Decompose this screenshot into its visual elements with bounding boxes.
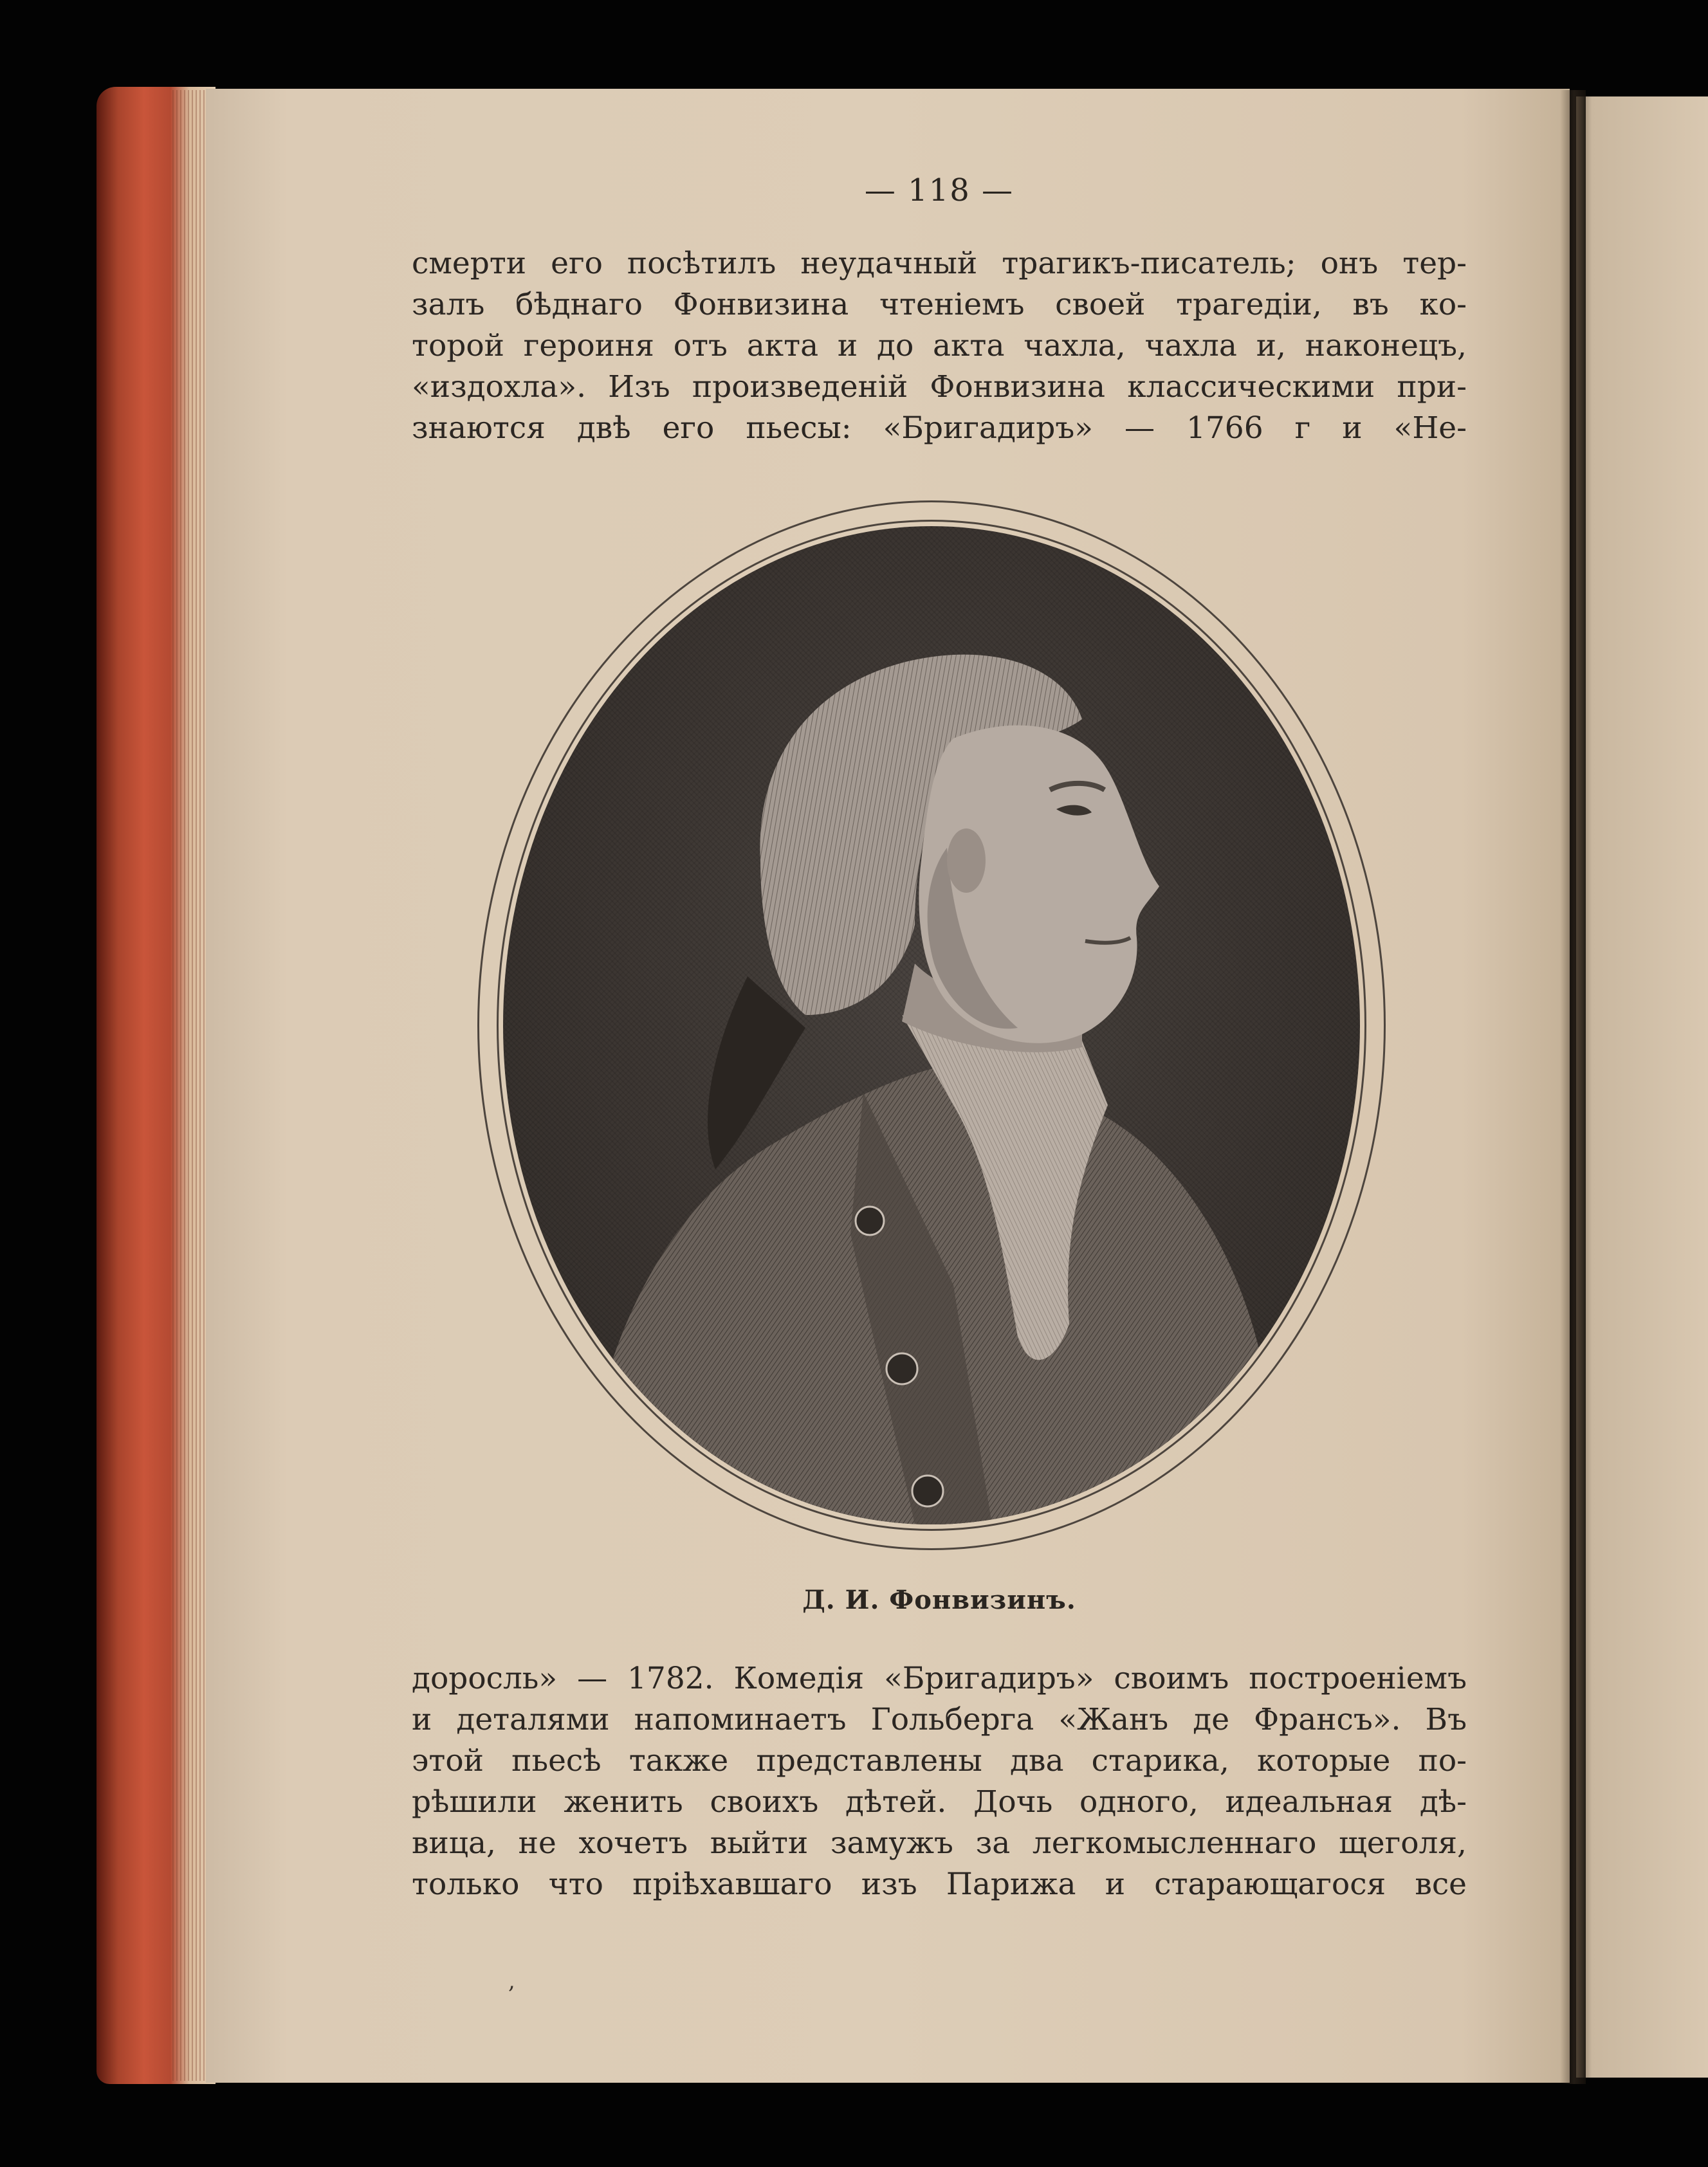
portrait-engraving [503,526,1360,1524]
text-line: торой героиня отъ акта и до акта чахла, чахла и, наконецъ, [412,328,1467,363]
facing-page [1576,96,1708,2078]
paragraph-bottom [412,1658,1467,1905]
text-line: знаются двѣ его пьесы: «Бригадиръ» — 1766 г и «Не- [412,410,1467,446]
text-line: вица, не хочетъ выйти замужъ за легкомысленнаго щеголя, [412,1825,1467,1861]
book-gutter [1560,90,1586,2084]
text-line: только что пріѣхавшаго изъ Парижа и старающагося все [412,1867,1467,1902]
ink-speck: , [508,1968,515,1994]
portrait-illustration [503,526,1360,1524]
text-line: доросль» — 1782. Комедія «Бригадиръ» своимъ построеніемъ [412,1661,1467,1696]
text-line: «издохла». Изъ произведеній Фонвизина классическими при- [412,369,1467,405]
text-line: смерти его посѣтилъ неудачный трагикъ-писатель; онъ тер- [412,246,1467,281]
paragraph-top [412,243,1467,449]
text-line: залъ бѣднаго Фонвизина чтеніемъ своей трагедіи, въ ко- [412,287,1467,322]
text-line: этой пьесѣ также представлены два старика, которые по- [412,1743,1467,1778]
text-line: рѣшили женить своихъ дѣтей. Дочь одного, идеальная дѣ- [412,1784,1467,1820]
page-stack-lines [172,90,211,2081]
portrait-caption: Д. И. Фонвизинъ. [802,1585,1076,1615]
page-number: — 118 — [864,172,1015,208]
text-line: и деталями напоминаетъ Гольберга «Жанъ де Франсъ». Въ [412,1702,1467,1737]
